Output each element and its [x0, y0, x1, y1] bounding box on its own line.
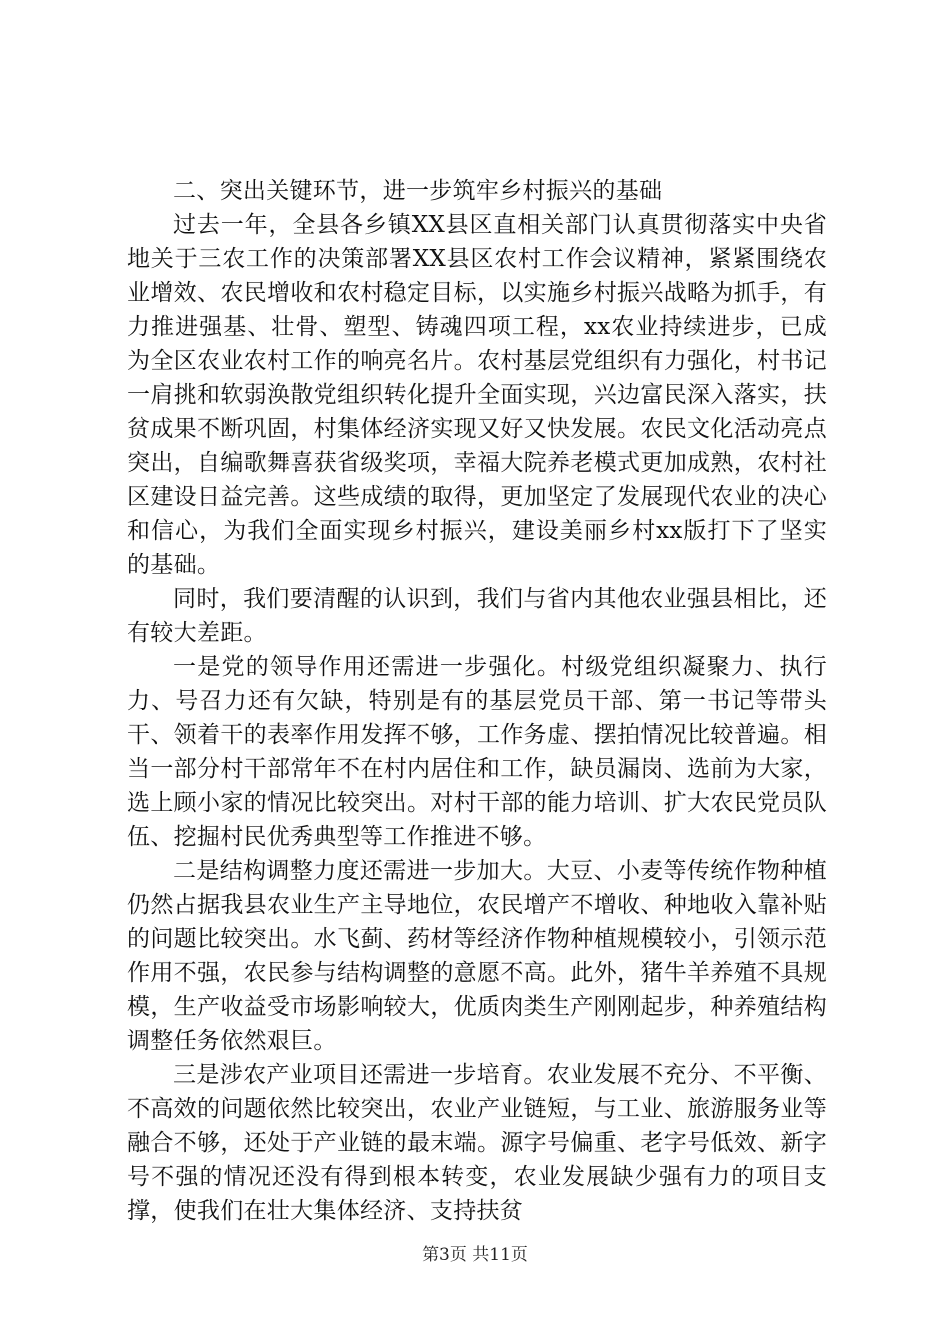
document-body [127, 174, 827, 1228]
paragraph-point-two: 二是结构调整力度还需进一步加大。大豆、小麦等传统作物种植仍然占据我县农业生产主导地位，农民增产不增收、种地收入靠补贴的问题比较突出。水飞蓟、药材等经济作物种植规模较小，引领示范作用不强，农民参与结构调整的意愿不高。此外，猪牛羊养殖不具规模，生产收益受市场影响较大，优质肉类生产刚刚起步，种养殖结构调整任务依然艰巨。 [127, 858, 827, 1054]
section-heading: 二、突出关键环节，进一步筑牢乡村振兴的基础 [173, 178, 663, 204]
paragraph-gap: 同时，我们要清醒的认识到，我们与省内其他农业强县相比，还有较大差距。 [127, 586, 827, 646]
paragraph-point-three: 三是涉农产业项目还需进一步培育。农业发展不充分、不平衡、不高效的问题依然比较突出，农业产业链短，与工业、旅游服务业等融合不够，还处于产业链的最末端。源字号偏重、老字号低效、新字号不强的情况还没有得到根本转变，农业发展缺少强有力的项目支撑，使我们在壮大集体经济、支持扶贫 [127, 1062, 827, 1224]
paragraph-point-one: 一是党的领导作用还需进一步强化。村级党组织凝聚力、执行力、号召力还有欠缺，特别是有的基层党员干部、第一书记等带头干、领着干的表率作用发挥不够，工作务虚、摆拍情况比较普遍。相当一部分村干部常年不在村内居住和工作，缺员漏岗、选前为大家，选上顾小家的情况比较突出。对村干部的能力培训、扩大农民党员队伍、挖掘村民优秀典型等工作推进不够。 [127, 654, 827, 850]
page-footer: 第3页 共11页 [422, 1245, 528, 1265]
paragraph-review: 过去一年，全县各乡镇XX县区直相关部门认真贯彻落实中央省地关于三农工作的决策部署XX县区农村工作会议精神，紧紧围绕农业增效、农民增收和农村稳定目标，以实施乡村振兴战略为抓手，有力推进强基、壮骨、塑型、铸魂四项工程，xx农业持续进步，已成为全区农业农村工作的响亮名片。农村基层党组织有力强化，村书记一肩挑和软弱涣散党组织转化提升全面实现，兴边富民深入落实，扶贫成果不断巩固，村集体经济实现又好又快发展。农民文化活动亮点突出，自编歌舞喜获省级奖项，幸福大院养老模式更加成熟，农村社区建设日益完善。这些成绩的取得，更加坚定了发展现代农业的决心和信心，为我们全面实现乡村振兴，建设美丽乡村xx版打下了坚实的基础。 [127, 212, 827, 578]
